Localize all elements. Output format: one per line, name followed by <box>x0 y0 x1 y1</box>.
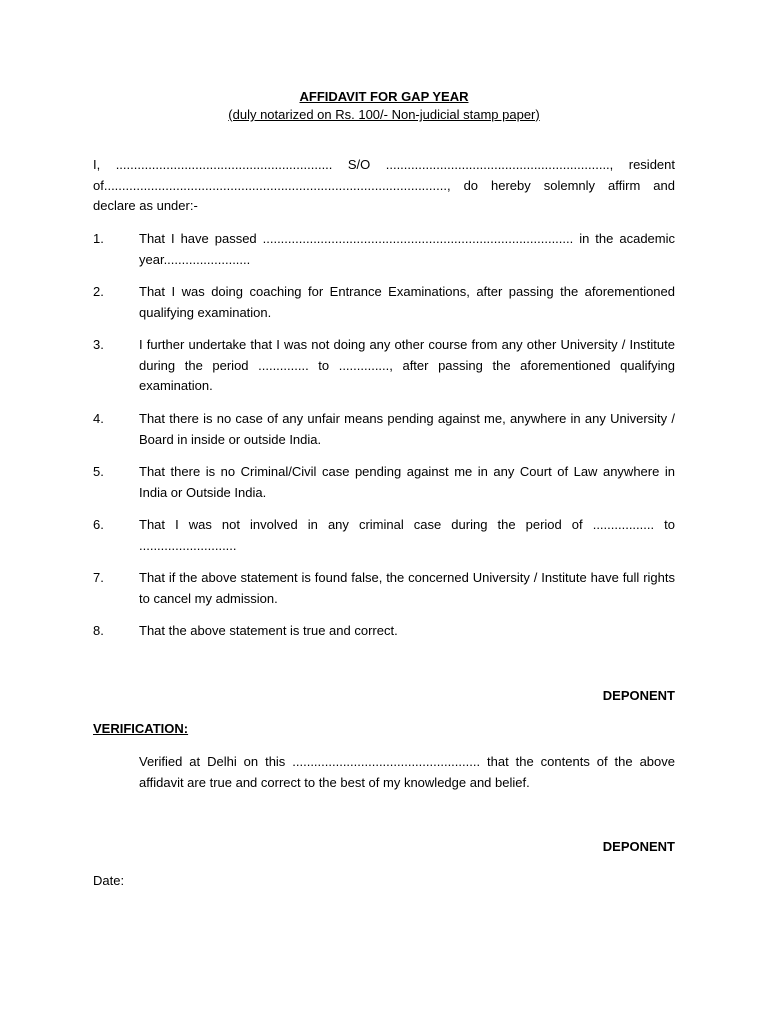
intro-line: of..............................................................................................., do hereby solemnly affirm and <box>93 177 675 193</box>
item-text: That the above statement is true and correct. <box>139 623 398 638</box>
item-text: That if the above statement is found false, the concerned University / Institute have full rights to cancel my admission. <box>139 570 675 606</box>
intro-paragraph <box>93 155 675 217</box>
intro-line: I, ............................................................ S/O .............................................................., resident <box>93 157 675 172</box>
item-number: 3. <box>93 337 104 352</box>
date-label: Date: <box>93 873 125 888</box>
document-title: AFFIDAVIT FOR GAP YEAR <box>299 89 469 104</box>
document-subtitle: (duly notarized on Rs. 100/- Non-judicial stamp paper) <box>228 107 540 122</box>
item-text: That I was doing coaching for Entrance Examinations, after passing the aforementioned qualifying examination. <box>139 284 675 320</box>
item-number: 7. <box>93 570 104 585</box>
item-number: 8. <box>93 623 104 638</box>
item-number: 4. <box>93 411 104 426</box>
intro-line: declare as under:- <box>93 198 198 213</box>
item-number: 5. <box>93 464 104 479</box>
item-number: 2. <box>93 284 104 299</box>
item-text: That I have passed ...................................................................................... in the academic year........................ <box>139 231 675 267</box>
verification-heading: VERIFICATION: <box>93 721 189 736</box>
verification-text: Verified at Delhi on this .................................................... that the contents of the above affidavit are true and correct to the best of my knowledge and belief. <box>139 754 675 790</box>
deponent-label: DEPONENT <box>602 839 675 854</box>
item-text: I further undertake that I was not doing any other course from any other University / Institute during the period .............. to .............., after passing the aforementioned qualifying examination. <box>139 337 675 393</box>
item-text: That there is no case of any unfair means pending against me, anywhere in any University / Board in inside or outside India. <box>139 411 675 447</box>
item-text: That I was not involved in any criminal case during the period of ................. to ........................... <box>139 517 675 553</box>
item-number: 6. <box>93 517 104 532</box>
deponent-label: DEPONENT <box>602 688 675 703</box>
item-number: 1. <box>93 231 104 246</box>
item-text: That there is no Criminal/Civil case pending against me in any Court of Law anywhere in India or Outside India. <box>139 464 675 500</box>
